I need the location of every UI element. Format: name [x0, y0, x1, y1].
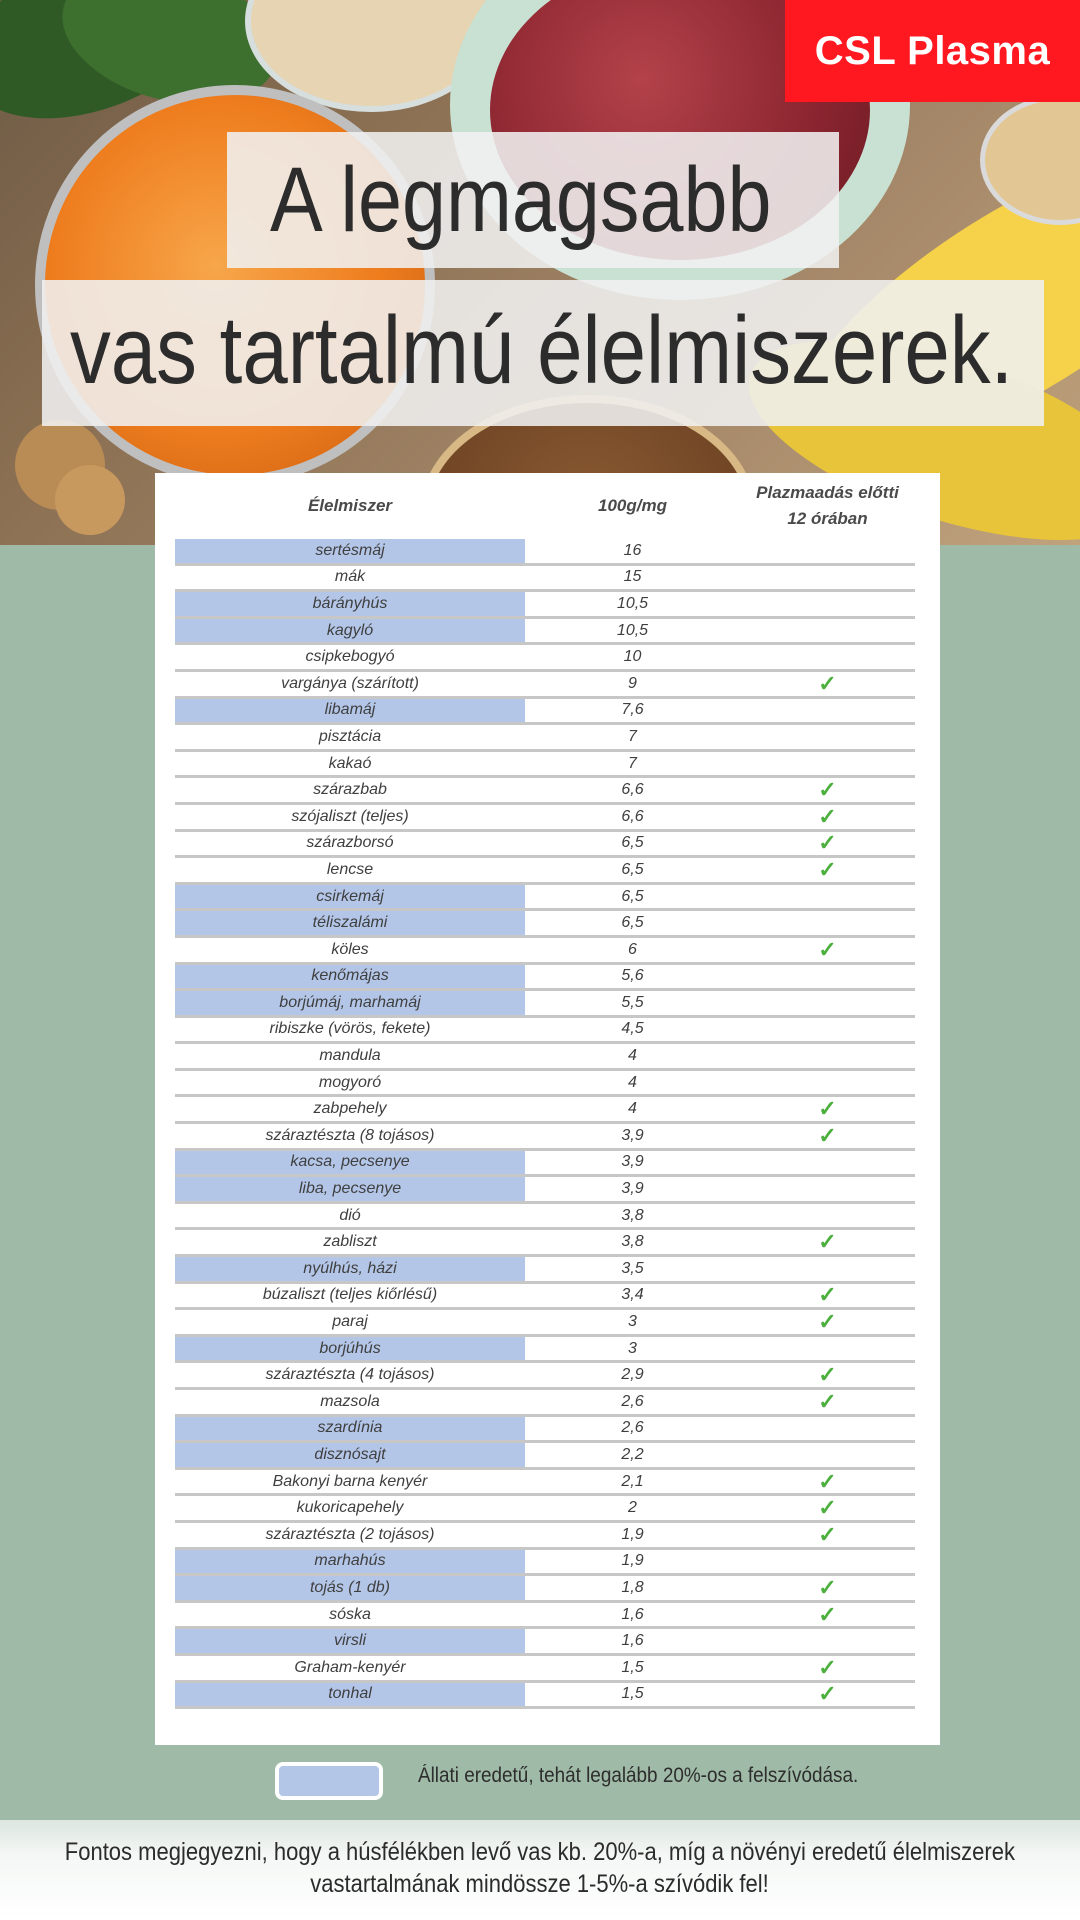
food-name-cell: tojás (1 db) — [175, 1576, 525, 1600]
before-donation-cell — [740, 1124, 915, 1148]
food-name-cell: sertésmáj — [175, 539, 525, 563]
food-name-cell: Bakonyi barna kenyér — [272, 1472, 428, 1490]
food-name-cell: kakaó — [328, 754, 372, 772]
table-row — [175, 1044, 915, 1071]
checkmark-icon: ✓ — [818, 1122, 837, 1148]
before-donation-cell — [740, 911, 915, 935]
checkmark-icon: ✓ — [818, 936, 837, 962]
before-donation-cell — [740, 1550, 915, 1574]
iron-value-cell: 6 — [628, 940, 637, 958]
table-header — [175, 473, 915, 539]
table-row — [175, 539, 915, 566]
food-name-cell: kenőmájas — [175, 965, 525, 989]
food-name-cell: ribiszke (vörös, fekete) — [269, 1020, 431, 1038]
food-name-cell: dió — [339, 1206, 361, 1224]
before-donation-cell — [740, 592, 915, 616]
checkmark-icon: ✓ — [818, 803, 837, 829]
before-donation-cell — [740, 539, 915, 563]
table-row — [175, 1417, 915, 1444]
before-donation-cell — [740, 1656, 915, 1680]
table-body — [175, 539, 915, 1709]
checkmark-icon: ✓ — [818, 670, 837, 696]
before-donation-cell — [740, 1257, 915, 1281]
table-row — [175, 699, 915, 726]
iron-value-cell: 1,6 — [621, 1605, 644, 1623]
food-name-cell: Graham-kenyér — [294, 1658, 406, 1676]
table-row — [175, 1097, 915, 1124]
before-donation-cell — [740, 1390, 915, 1414]
iron-value-cell: 6,6 — [621, 807, 644, 825]
checkmark-icon: ✓ — [818, 1229, 837, 1255]
food-name-cell: csirkemáj — [175, 885, 525, 909]
iron-value-cell: 5,6 — [621, 967, 644, 985]
iron-value-cell: 2,6 — [621, 1419, 644, 1437]
brand-logo — [785, 0, 1080, 102]
iron-value-cell: 6,5 — [621, 887, 644, 905]
table-row — [175, 1071, 915, 1098]
iron-value-cell: 4,5 — [621, 1020, 644, 1038]
food-name-cell: kagyló — [175, 619, 525, 643]
before-donation-cell — [740, 1363, 915, 1387]
iron-value-cell: 7 — [628, 727, 637, 745]
iron-value-cell: 3 — [628, 1313, 637, 1331]
table-row — [175, 911, 915, 938]
brand-label: CSL Plasma — [814, 28, 1051, 73]
table-row — [175, 1204, 915, 1231]
before-donation-cell — [740, 1683, 915, 1707]
before-donation-cell — [740, 778, 915, 802]
checkmark-icon: ✓ — [818, 1362, 837, 1388]
before-donation-cell — [740, 1018, 915, 1042]
food-name-cell: paraj — [332, 1313, 368, 1331]
table-row — [175, 672, 915, 699]
table-row — [175, 566, 915, 593]
table-row — [175, 858, 915, 885]
checkmark-icon: ✓ — [818, 1601, 837, 1627]
table-row — [175, 752, 915, 779]
table-row — [175, 1576, 915, 1603]
food-name-cell: tonhal — [175, 1683, 525, 1707]
iron-value-cell: 7,6 — [621, 701, 644, 719]
chickpea-bowl — [980, 95, 1080, 225]
before-donation-cell — [740, 1071, 915, 1095]
column-header-food: Élelmiszer — [307, 496, 393, 515]
before-donation-cell — [740, 619, 915, 643]
before-donation-cell — [740, 1603, 915, 1627]
table-row — [175, 805, 915, 832]
table-row — [175, 1177, 915, 1204]
food-name-cell: vargánya (szárított) — [281, 674, 419, 692]
checkmark-icon: ✓ — [818, 1681, 837, 1707]
table-row — [175, 1470, 915, 1497]
table-row — [175, 1496, 915, 1523]
table-row — [175, 778, 915, 805]
food-name-cell: zabpehely — [313, 1100, 387, 1118]
food-name-cell: pisztácia — [318, 727, 382, 745]
checkmark-icon: ✓ — [818, 1309, 837, 1335]
page-title-line-2: vas tartalmú élelmiszerek. — [70, 297, 1014, 404]
iron-value-cell: 16 — [623, 541, 642, 559]
table-row — [175, 1603, 915, 1630]
table-row — [175, 725, 915, 752]
before-donation-cell — [740, 1097, 915, 1121]
iron-value-cell: 3 — [628, 1339, 637, 1357]
iron-value-cell: 1,5 — [621, 1658, 644, 1676]
iron-value-cell: 6,6 — [621, 781, 644, 799]
before-donation-cell — [740, 1230, 915, 1254]
food-name-cell: szójaliszt (teljes) — [291, 807, 409, 825]
checkmark-icon: ✓ — [818, 1495, 837, 1521]
footer-line-2: vastartalmának mindössze 1-5%-a szívódik fel! — [310, 1870, 770, 1898]
food-name-cell: száraztészta (8 tojásos) — [265, 1126, 435, 1144]
food-name-cell: borjúhús — [175, 1337, 525, 1361]
iron-value-cell: 2,9 — [621, 1366, 644, 1384]
before-donation-cell — [740, 1284, 915, 1308]
before-donation-cell — [740, 645, 915, 669]
table-row — [175, 885, 915, 912]
before-donation-cell — [740, 1417, 915, 1441]
food-name-cell: zabliszt — [323, 1233, 377, 1251]
iron-value-cell: 6,5 — [621, 914, 644, 932]
hazelnut — [55, 465, 125, 535]
food-name-cell: téliszalámi — [175, 911, 525, 935]
food-name-cell: disznósajt — [175, 1443, 525, 1467]
table-row — [175, 1363, 915, 1390]
checkmark-icon: ✓ — [818, 856, 837, 882]
checkmark-icon: ✓ — [818, 1468, 837, 1494]
before-donation-cell — [740, 858, 915, 882]
before-donation-cell — [740, 1576, 915, 1600]
food-name-cell: mák — [334, 568, 366, 586]
before-donation-cell — [740, 1044, 915, 1068]
food-name-cell: sóska — [329, 1605, 371, 1623]
food-name-cell: száraztészta (4 tojásos) — [265, 1366, 435, 1384]
iron-value-cell: 6,5 — [621, 860, 644, 878]
food-name-cell: marhahús — [175, 1550, 525, 1574]
table-row — [175, 592, 915, 619]
table-row — [175, 1443, 915, 1470]
before-donation-cell — [740, 672, 915, 696]
checkmark-icon: ✓ — [818, 1096, 837, 1122]
iron-value-cell: 6,5 — [621, 834, 644, 852]
before-donation-cell — [740, 725, 915, 749]
before-donation-cell — [740, 1470, 915, 1494]
before-donation-cell — [740, 1443, 915, 1467]
iron-value-cell: 10 — [623, 648, 642, 666]
iron-value-cell: 1,8 — [621, 1578, 644, 1596]
table-row — [175, 1523, 915, 1550]
legend-swatch — [275, 1762, 383, 1800]
iron-value-cell: 1,6 — [621, 1632, 644, 1650]
before-donation-cell — [740, 938, 915, 962]
iron-value-cell: 3,9 — [621, 1126, 644, 1144]
table-row — [175, 832, 915, 859]
food-name-cell: bárányhús — [175, 592, 525, 616]
before-donation-cell — [740, 1204, 915, 1228]
before-donation-cell — [740, 1337, 915, 1361]
food-name-cell: nyúlhús, házi — [175, 1257, 525, 1281]
iron-value-cell: 2 — [628, 1499, 637, 1517]
food-name-cell: köles — [331, 940, 369, 958]
table-row — [175, 1337, 915, 1364]
checkmark-icon: ✓ — [818, 1574, 837, 1600]
footer-note — [0, 1820, 1080, 1920]
before-donation-cell — [740, 805, 915, 829]
checkmark-icon: ✓ — [818, 830, 837, 856]
before-donation-cell — [740, 752, 915, 776]
legend-text: Állati eredetű, tehát legalább 20%-os a felszívódása. — [418, 1764, 859, 1787]
iron-value-cell: 3,8 — [621, 1233, 644, 1251]
iron-value-cell: 7 — [628, 754, 637, 772]
checkmark-icon: ✓ — [818, 777, 837, 803]
iron-value-cell: 4 — [628, 1047, 637, 1065]
before-donation-cell — [740, 885, 915, 909]
table-row — [175, 1629, 915, 1656]
checkmark-icon: ✓ — [818, 1654, 837, 1680]
iron-value-cell: 3,5 — [621, 1259, 644, 1277]
iron-value-cell: 4 — [628, 1100, 637, 1118]
table-row — [175, 1284, 915, 1311]
food-name-cell: mazsola — [320, 1392, 380, 1410]
iron-value-cell: 9 — [628, 674, 637, 692]
food-name-cell: liba, pecsenye — [175, 1177, 525, 1201]
food-name-cell: kukoricapehely — [296, 1499, 404, 1517]
table-row — [175, 1683, 915, 1710]
food-name-cell: szárazbab — [313, 781, 387, 799]
iron-table — [155, 473, 940, 1745]
food-name-cell: mandula — [319, 1047, 381, 1065]
table-row — [175, 1230, 915, 1257]
table-row — [175, 619, 915, 646]
iron-value-cell: 2,2 — [621, 1445, 644, 1463]
before-donation-cell — [740, 699, 915, 723]
table-row — [175, 1310, 915, 1337]
column-header-before-line1: Plazmaadás előtti — [756, 483, 899, 502]
before-donation-cell — [740, 1310, 915, 1334]
before-donation-cell — [740, 991, 915, 1015]
page-title-line-1: A legmagsabb — [270, 149, 772, 251]
iron-value-cell: 1,5 — [621, 1685, 644, 1703]
iron-value-cell: 15 — [623, 568, 642, 586]
table-row — [175, 1550, 915, 1577]
food-name-cell: libamáj — [175, 699, 525, 723]
food-name-cell: virsli — [175, 1629, 525, 1653]
iron-value-cell: 1,9 — [621, 1552, 644, 1570]
before-donation-cell — [740, 1151, 915, 1175]
food-name-cell: búzaliszt (teljes kiőrlésű) — [262, 1286, 438, 1304]
iron-value-cell: 4 — [628, 1073, 637, 1091]
table-row — [175, 1257, 915, 1284]
checkmark-icon: ✓ — [818, 1521, 837, 1547]
table-row — [175, 1151, 915, 1178]
food-name-cell: szardínia — [175, 1417, 525, 1441]
food-name-cell: csipkebogyó — [305, 648, 395, 666]
iron-value-cell: 3,9 — [621, 1180, 644, 1198]
table-row — [175, 938, 915, 965]
iron-value-cell: 2,6 — [621, 1392, 644, 1410]
column-header-before-line2: 12 órában — [787, 509, 868, 528]
iron-value-cell: 10,5 — [616, 621, 649, 639]
before-donation-cell — [740, 1496, 915, 1520]
iron-value-cell: 1,9 — [621, 1525, 644, 1543]
table-row — [175, 965, 915, 992]
food-name-cell: kacsa, pecsenye — [175, 1151, 525, 1175]
iron-value-cell: 5,5 — [621, 993, 644, 1011]
food-name-cell: borjúmáj, marhamáj — [175, 991, 525, 1015]
table-row — [175, 1124, 915, 1151]
before-donation-cell — [740, 832, 915, 856]
food-name-cell: száraztészta (2 tojásos) — [265, 1525, 435, 1543]
before-donation-cell — [740, 566, 915, 590]
iron-value-cell: 3,8 — [621, 1206, 644, 1224]
table-row — [175, 1390, 915, 1417]
table-row — [175, 1656, 915, 1683]
food-name-cell: szárazborsó — [306, 834, 394, 852]
table-row — [175, 1018, 915, 1045]
before-donation-cell — [740, 965, 915, 989]
food-name-cell: mogyoró — [318, 1073, 382, 1091]
iron-value-cell: 3,9 — [621, 1153, 644, 1171]
food-name-cell: lencse — [326, 860, 374, 878]
before-donation-cell — [740, 1177, 915, 1201]
before-donation-cell — [740, 1523, 915, 1547]
column-header-before-donation — [740, 473, 915, 539]
checkmark-icon: ✓ — [818, 1282, 837, 1308]
before-donation-cell — [740, 1629, 915, 1653]
column-header-amount: 100g/mg — [598, 496, 667, 515]
table-row — [175, 645, 915, 672]
iron-value-cell: 3,4 — [621, 1286, 644, 1304]
table-row — [175, 991, 915, 1018]
iron-value-cell: 2,1 — [621, 1472, 644, 1490]
footer-line-1: Fontos megjegyezni, hogy a húsfélékben levő vas kb. 20%-a, míg a növényi eredetű élelmiszerek — [64, 1838, 1016, 1866]
iron-value-cell: 10,5 — [616, 594, 649, 612]
checkmark-icon: ✓ — [818, 1388, 837, 1414]
